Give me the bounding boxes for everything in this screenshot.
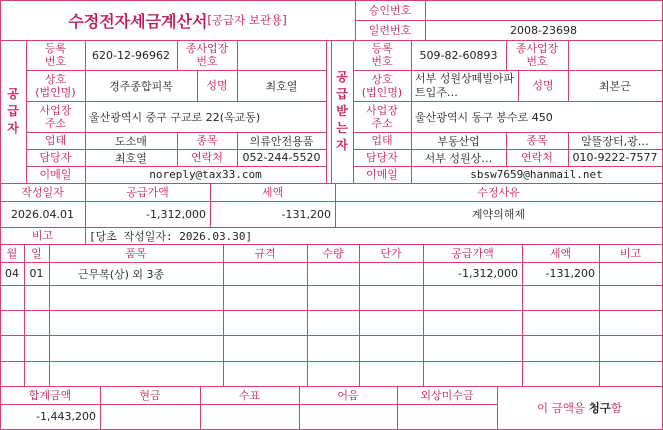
supplier-sub-biz-no bbox=[237, 40, 326, 70]
items-month-header: 월 bbox=[6, 246, 18, 260]
buyer-company-label: 상호 (법인명) bbox=[361, 72, 403, 99]
title-sub: [공급자 보관용] bbox=[207, 13, 287, 27]
invoice-title bbox=[0, 0, 355, 40]
claim-word: 청구 bbox=[588, 400, 611, 415]
item-supply: -1,312,000 bbox=[458, 267, 518, 280]
buyer-name-label: 성명 bbox=[532, 79, 554, 92]
supplier-name: 최호열 bbox=[265, 79, 298, 93]
serial-no-label: 일련번호 bbox=[368, 23, 412, 37]
items-qty-header: 수량 bbox=[322, 246, 344, 260]
summary-supply: -1,312,000 bbox=[146, 207, 206, 221]
totals-total-header: 합계금액 bbox=[28, 388, 72, 402]
item-month: 04 bbox=[5, 267, 19, 280]
summary-date: 2026.04.01 bbox=[11, 207, 74, 221]
items-spec-header: 규격 bbox=[254, 246, 276, 260]
totals-credit bbox=[397, 404, 497, 429]
buyer-manager: 서부 성원상… bbox=[424, 151, 493, 165]
summary-date-header: 작성일자 bbox=[21, 185, 64, 199]
supplier-name-label: 성명 bbox=[206, 79, 228, 92]
summary-reason-header: 수정사유 bbox=[477, 185, 520, 199]
totals-check bbox=[200, 404, 299, 429]
totals-cash bbox=[100, 404, 200, 429]
supplier-biz-item-label: 종목 bbox=[196, 134, 218, 147]
buyer-biz-item: 알뜰장터,광… bbox=[581, 134, 649, 148]
totals-credit-header: 외상미수금 bbox=[420, 388, 474, 402]
item-spec bbox=[223, 262, 307, 285]
serial-no-value: 2008-23698 bbox=[510, 23, 577, 37]
totals-check-header: 수표 bbox=[238, 388, 261, 402]
summary-reason: 계약의해제 bbox=[471, 208, 526, 221]
item-day: 01 bbox=[29, 267, 44, 280]
buyer-reg-no: 509-82-60893 bbox=[419, 48, 498, 62]
supplier-address: 울산광역시 중구 구교로 22(옥교동) bbox=[89, 110, 261, 124]
buyer-email: sbsw7659@hanmail.net bbox=[470, 168, 603, 181]
item-price bbox=[359, 262, 423, 285]
supplier-biz-type-label: 업태 bbox=[44, 134, 67, 147]
supplier-manager: 최호열 bbox=[115, 151, 147, 165]
summary-tax-header: 세액 bbox=[261, 185, 284, 199]
buyer-email-label: 이메일 bbox=[366, 168, 398, 181]
buyer-company: 서부 성원상떼빌아파트입주… bbox=[415, 71, 515, 99]
items-supply-header: 공급가액 bbox=[451, 246, 494, 260]
summary-tax: -131,200 bbox=[281, 207, 331, 221]
buyer-biz-type: 부동산업 bbox=[437, 134, 480, 148]
claim-statement bbox=[497, 386, 662, 429]
supplier-reg-no: 620-12-96962 bbox=[92, 48, 170, 62]
items-day-header: 일 bbox=[31, 246, 42, 260]
title-main: 수정전자세금계산서 bbox=[68, 11, 208, 31]
claim-suffix: 함 bbox=[610, 400, 623, 415]
items-price-header: 단가 bbox=[380, 246, 402, 260]
remark-label: 비고 bbox=[31, 229, 54, 242]
approval-no-value bbox=[425, 0, 662, 20]
supplier-email-label: 이메일 bbox=[39, 168, 72, 181]
item-tax: -131,200 bbox=[545, 267, 595, 280]
buyer-reg-no-label: 등록 번호 bbox=[371, 42, 393, 68]
buyer-name: 최본근 bbox=[599, 79, 631, 93]
supplier-contact-label: 연락처 bbox=[191, 151, 223, 164]
buyer-sub-biz-no bbox=[568, 40, 662, 70]
item-name: 근무복(상) 외 3종 bbox=[77, 267, 165, 281]
totals-note bbox=[299, 404, 397, 429]
totals-total: -1,443,200 bbox=[36, 410, 96, 423]
item-qty bbox=[307, 262, 359, 285]
supplier-company-label: 상호 (법인명) bbox=[35, 72, 76, 99]
buyer-side-label: 공급받는자 bbox=[336, 70, 348, 152]
totals-note-header: 어음 bbox=[337, 388, 359, 402]
supplier-manager-label: 담당자 bbox=[39, 151, 72, 164]
supplier-email: noreply@tax33.com bbox=[149, 168, 262, 181]
supplier-reg-no-label: 등록 번호 bbox=[44, 42, 67, 68]
buyer-address-label: 사업장 주소 bbox=[366, 103, 398, 130]
items-remark-header: 비고 bbox=[619, 246, 642, 260]
supplier-sub-biz-no-label: 종사업장 번호 bbox=[185, 42, 229, 68]
buyer-address: 울산광역시 동구 봉수로 450 bbox=[415, 110, 553, 124]
approval-no-label: 승인번호 bbox=[368, 3, 412, 17]
buyer-manager-label: 담당자 bbox=[366, 151, 398, 164]
buyer-contact: 010-9222-7577 bbox=[572, 151, 658, 164]
buyer-sub-biz-no-label: 종사업장 번호 bbox=[515, 42, 559, 68]
supplier-company: 경주종합피복 bbox=[109, 79, 173, 93]
totals-cash-header: 현금 bbox=[139, 388, 161, 402]
claim-prefix: 이 금액을 bbox=[536, 400, 589, 415]
buyer-biz-type-label: 업태 bbox=[371, 134, 393, 147]
supplier-contact: 052-244-5520 bbox=[242, 151, 321, 164]
supplier-biz-type: 도소매 bbox=[115, 134, 147, 148]
items-item-header: 품목 bbox=[125, 246, 147, 260]
item-remark bbox=[599, 262, 662, 285]
remark-value: [당초 작성일자: 2026.03.30] bbox=[89, 229, 253, 243]
items-tax-header: 세액 bbox=[549, 246, 572, 260]
supplier-side-label: 공급자 bbox=[7, 87, 19, 135]
supplier-address-label: 사업장 주소 bbox=[39, 103, 72, 130]
buyer-biz-item-label: 종목 bbox=[526, 134, 548, 147]
summary-supply-header: 공급가액 bbox=[126, 185, 169, 199]
buyer-contact-label: 연락처 bbox=[521, 151, 553, 164]
supplier-biz-item: 의류안전용품 bbox=[249, 134, 314, 148]
